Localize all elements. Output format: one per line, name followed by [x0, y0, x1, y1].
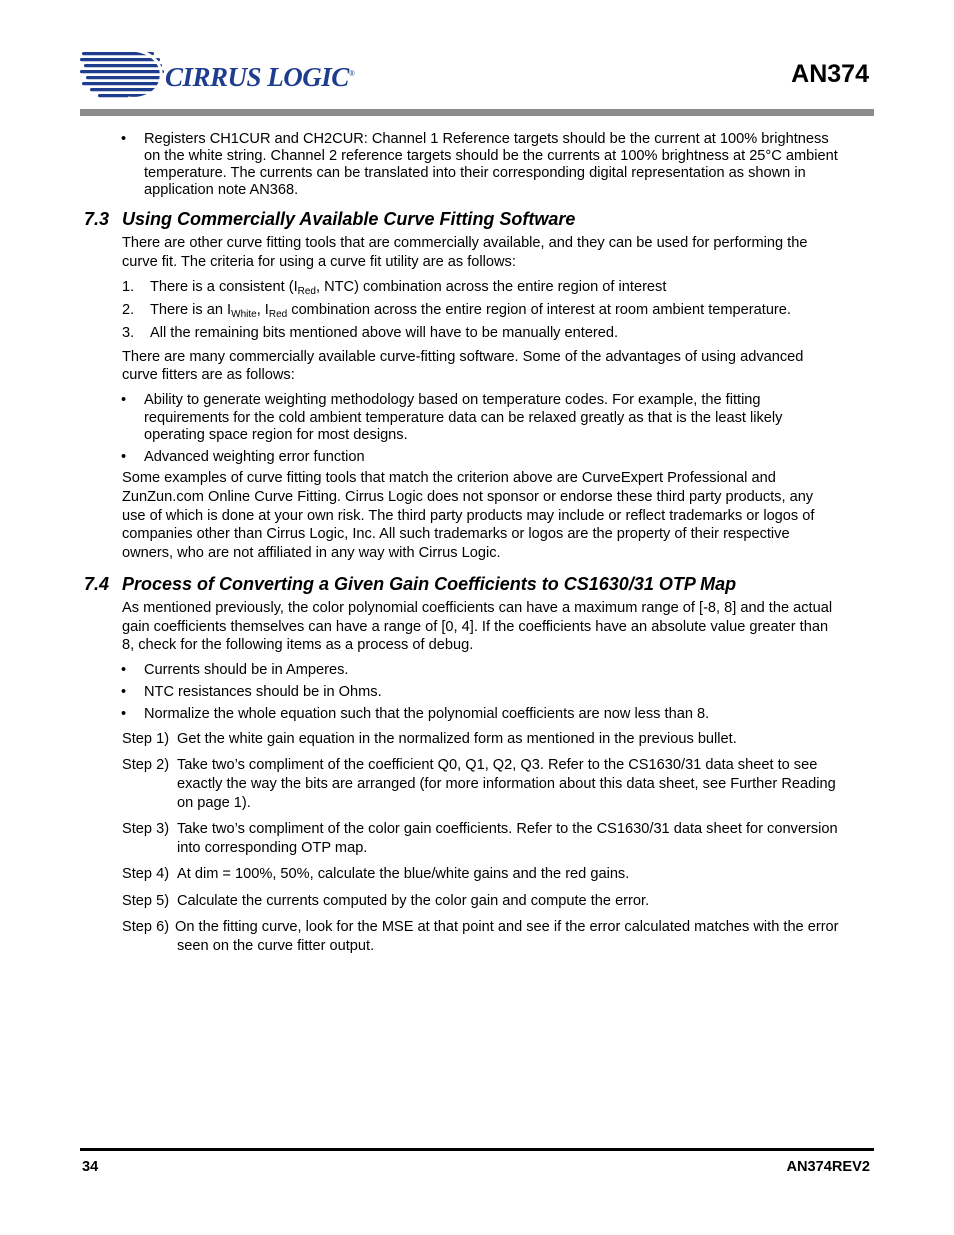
bullet-line: NTC resistances should be in Ohms.	[144, 684, 382, 700]
paragraph-line: curve fit. The criteria for using a curve fit utility are as follows:	[122, 254, 516, 270]
step-line: On the fitting curve, look for the MSE at that point and see if the error calculated matches with the error	[175, 919, 839, 935]
subscript: Red	[297, 286, 316, 297]
paragraph-line: Some examples of curve fitting tools that match the criterion above are CurveExpert Professional and	[122, 470, 776, 486]
paragraph-line: There are other curve fitting tools that are commercially available, and they can be used for performing the	[122, 235, 808, 251]
list-number: 1.	[122, 279, 135, 295]
step-label: Step 5)	[122, 893, 170, 909]
intro-bullet-marker: •	[121, 131, 127, 147]
logo-registered-mark: ®	[348, 69, 355, 78]
paragraph-line: companies other than Cirrus Logic, Inc. All such trademarks or logos are the property of their respective	[122, 526, 790, 542]
page-number: 34	[82, 1159, 99, 1175]
bullet-marker: •	[121, 449, 127, 465]
footer-rule	[80, 1148, 874, 1151]
step-label: Step 3)	[122, 821, 170, 837]
footer-document-revision: AN374REV2	[786, 1159, 870, 1175]
intro-bullet-line: Registers CH1CUR and CH2CUR: Channel 1 Reference targets should be the current at 100% brightness	[144, 131, 829, 147]
list-item-text: combination across the entire region of interest at room ambient temperature.	[287, 302, 791, 318]
section-number: 7.3	[84, 209, 110, 229]
section-title: Using Commercially Available Curve Fitting Software	[122, 209, 576, 229]
section-7-4-heading	[84, 574, 736, 595]
step-line: into corresponding OTP map.	[177, 840, 368, 856]
logo-swoosh-icon	[80, 46, 165, 102]
step-line: seen on the curve fitter output.	[177, 938, 375, 954]
bullet-line: Ability to generate weighting methodology based on temperature codes. For example, the fitting	[144, 392, 761, 408]
intro-bullet-line: application note AN368.	[144, 182, 299, 198]
subscript: Red	[268, 309, 288, 320]
bullet-line: operating space region for most designs.	[144, 427, 408, 443]
bullet-line: requirements for the cold ambient temperature data can be relaxed greatly as that is the least likely	[144, 410, 783, 426]
paragraph-line: 8, check for the following items as a process of debug.	[122, 637, 474, 653]
list-item-text: , NTC) combination across the entire region of interest	[315, 279, 667, 295]
step-line: Get the white gain equation in the normalized form as mentioned in the previous bullet.	[177, 731, 737, 747]
step-label: Step 6)	[122, 919, 170, 935]
paragraph-line: curve fitters are as follows:	[122, 367, 295, 383]
cirrus-logic-logo	[80, 46, 355, 102]
section-7-3-heading	[84, 209, 575, 230]
list-item	[150, 302, 791, 319]
step-line: Calculate the currents computed by the color gain and compute the error.	[177, 893, 650, 909]
step-line: Take two’s compliment of the color gain coefficients. Refer to the CS1630/31 data sheet for conversion	[177, 821, 838, 837]
paragraph-line: use of which is done at your own risk. The third party products may include or reflect trademarks or logos of	[122, 508, 815, 524]
paragraph-line: There are many commercially available curve-fitting software. Some of the advantages of using advanced	[122, 349, 804, 365]
section-title: Process of Converting a Given Gain Coefficients to CS1630/31 OTP Map	[122, 574, 737, 594]
bullet-marker: •	[121, 684, 127, 700]
document-id: AN374	[791, 60, 869, 88]
paragraph-line: ZunZun.com Online Curve Fitting. Cirrus Logic does not sponsor or endorse these third party products, any	[122, 489, 814, 505]
bullet-line: Normalize the whole equation such that the polynomial coefficients are now less than 8.	[144, 706, 710, 722]
bullet-line: Currents should be in Amperes.	[144, 662, 349, 678]
list-item-text: There is a consistent (I	[150, 279, 298, 295]
list-number: 2.	[122, 302, 135, 318]
paragraph-line: gain coefficients themselves can have a range of [0, 4]. If the coefficients have an absolute value greater than	[122, 619, 829, 635]
list-item-text: , I	[256, 302, 269, 318]
bullet-line: Advanced weighting error function	[144, 449, 365, 465]
step-label: Step 2)	[122, 757, 170, 773]
step-label: Step 1)	[122, 731, 170, 747]
list-item-text: All the remaining bits mentioned above will have to be manually entered.	[150, 325, 619, 341]
section-number: 7.4	[84, 574, 110, 594]
subscript: White	[231, 309, 257, 320]
list-item	[150, 279, 666, 296]
header-rule	[80, 109, 874, 116]
step-line: on page 1).	[177, 795, 251, 811]
step-line: exactly the way the bits are arranged (for more information about this data sheet, see Further Reading	[177, 776, 836, 792]
step-line: At dim = 100%, 50%, calculate the blue/white gains and the red gains.	[177, 866, 630, 882]
paragraph-line: As mentioned previously, the color polynomial coefficients can have a maximum range of [-8, 8] and the actual	[122, 600, 833, 616]
step-line: Take two’s compliment of the coefficient Q0, Q1, Q2, Q3. Refer to the CS1630/31 data sheet to see	[177, 757, 818, 773]
list-number: 3.	[122, 325, 135, 341]
bullet-marker: •	[121, 706, 127, 722]
step-label: Step 4)	[122, 866, 170, 882]
paragraph-line: owners, who are not affiliated in any way with Cirrus Logic.	[122, 545, 501, 561]
list-item-text: There is an I	[150, 302, 232, 318]
intro-bullet-line: on the white string. Channel 2 reference targets should be the currents at 100% brightness at 25°C ambient	[144, 148, 838, 164]
bullet-marker: •	[121, 662, 127, 678]
bullet-marker: •	[121, 392, 127, 408]
intro-bullet-line: temperature. The currents can be translated into their corresponding digital representation as shown in	[144, 165, 806, 181]
logo-wordmark: CIRRUS LOGIC	[165, 62, 349, 92]
